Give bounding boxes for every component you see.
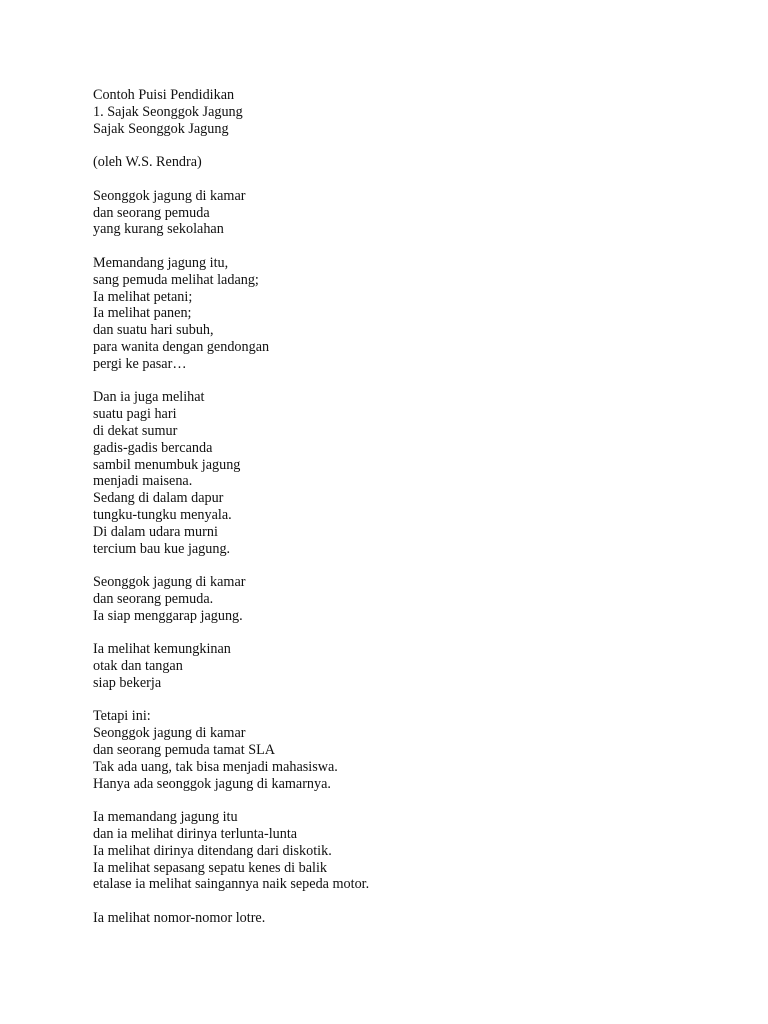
poem-stanza (93, 910, 693, 927)
poem-line: Tetapi ini: (93, 708, 151, 725)
document-heading: Contoh Puisi Pendidikan (93, 87, 235, 103)
poem-line: dan seorang pemuda. (93, 590, 214, 607)
poem-line: sang pemuda melihat ladang; (93, 271, 259, 288)
poem-line: Seonggok jagung di kamar (93, 187, 246, 204)
poem-line: Ia melihat petani; (93, 288, 193, 305)
poem-line: Ia memandang jagung itu (93, 809, 238, 826)
poem-stanza (93, 188, 693, 238)
poem-line: suatu pagi hari (93, 406, 177, 423)
poem-line: Ia siap menggarap jagung. (93, 607, 243, 624)
poem-line: sambil menumbuk jagung (93, 456, 241, 473)
poem-stanza (93, 809, 693, 893)
poem-stanzas (93, 188, 693, 927)
poem-stanza (93, 255, 693, 373)
poem-line: otak dan tangan (93, 658, 183, 675)
poem-line: Di dalam udara murni (93, 523, 218, 540)
poem-line: tercium bau kue jagung. (93, 540, 231, 557)
poem-line: Ia melihat kemungkinan (93, 641, 231, 658)
header-block (93, 87, 693, 137)
poem-author: (oleh W.S. Rendra) (93, 154, 202, 171)
poem-line: dan suatu hari subuh, (93, 322, 214, 339)
item-title: 1. Sajak Seonggok Jagung (93, 103, 243, 120)
poem-stanza (93, 574, 693, 624)
poem-line: di dekat sumur (93, 422, 178, 439)
poem-line: tungku-tungku menyala. (93, 506, 232, 523)
document-body (93, 87, 693, 927)
poem-line: pergi ke pasar… (93, 355, 187, 372)
poem-line: siap bekerja (93, 674, 162, 691)
poem-stanza (93, 389, 693, 557)
poem-line: Seonggok jagung di kamar (93, 725, 246, 742)
poem-title: Sajak Seonggok Jagung (93, 120, 229, 137)
poem-line: Hanya ada seonggok jagung di kamarnya. (93, 775, 331, 792)
poem-line: Sedang di dalam dapur (93, 490, 224, 507)
poem-line: Seonggok jagung di kamar (93, 574, 246, 591)
poem-line: dan seorang pemuda (93, 204, 210, 221)
poem-line: menjadi maisena. (93, 473, 193, 490)
poem-line: Ia melihat nomor-nomor lotre. (93, 910, 266, 927)
poem-line: dan ia melihat dirinya terlunta-lunta (93, 826, 298, 843)
poem-line: Memandang jagung itu, (93, 254, 229, 271)
poem-line: Ia melihat panen; (93, 305, 192, 322)
poem-line: Dan ia juga melihat (93, 389, 205, 406)
poem-line: dan seorang pemuda tamat SLA (93, 742, 276, 759)
poem-line: gadis-gadis bercanda (93, 439, 213, 456)
poem-stanza (93, 641, 693, 691)
poem-stanza (93, 708, 693, 792)
author-block (93, 154, 693, 171)
poem-line: Ia melihat dirinya ditendang dari diskotik. (93, 842, 332, 859)
poem-line: para wanita dengan gendongan (93, 338, 270, 355)
poem-line: etalase ia melihat saingannya naik sepeda motor. (93, 876, 370, 893)
poem-line: Ia melihat sepasang sepatu kenes di balik (93, 859, 328, 876)
poem-line: yang kurang sekolahan (93, 221, 224, 238)
poem-line: Tak ada uang, tak bisa menjadi mahasiswa. (93, 758, 338, 775)
